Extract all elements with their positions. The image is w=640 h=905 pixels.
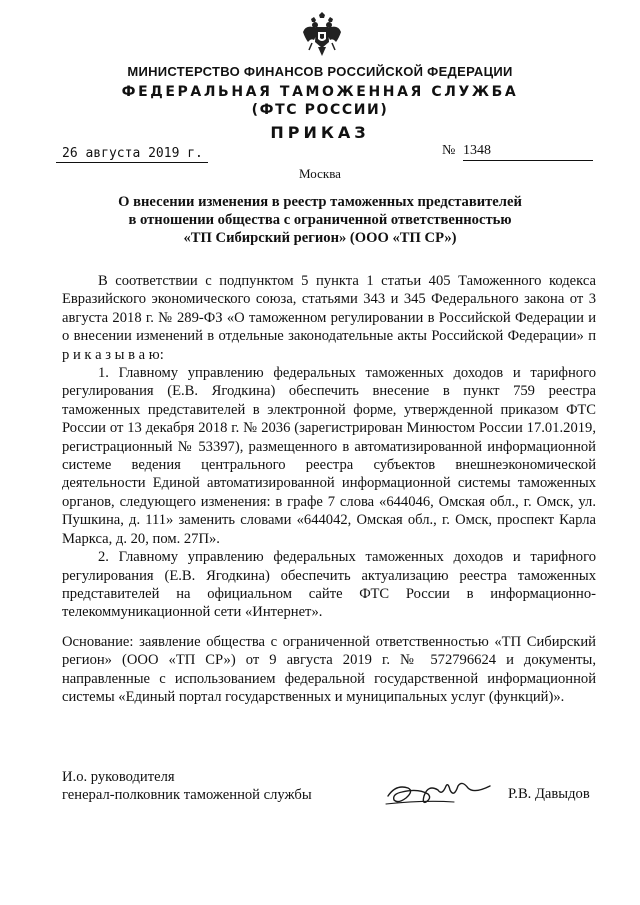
order-number: 1348 (463, 143, 593, 161)
order-date: 26 августа 2019 г. (56, 146, 208, 163)
subject-line-1: О внесении изменения в реестр таможенных представителей (118, 194, 522, 210)
signatory-position (62, 768, 312, 805)
signatory-position-line-1: И.о. руководителя (62, 769, 175, 785)
subject-line-2: в отношении общества с ограниченной ответственностью (128, 212, 512, 228)
order-number-sign: № (442, 143, 456, 158)
document-subject (60, 193, 580, 247)
signatory-name: Р.В. Давыдов (508, 786, 590, 802)
item-1-paragraph: 1. Главному управлению федеральных таможенных доходов и тарифного регулирования (Е.В. Ягодкина) обеспечить внесение в пункт 759 реестра таможенных представителей в электронной форме, утвержденной приказом ФТС России от 13 декабря 2018 г. № 2036 (зарегистрирован Минюстом России 17.01.2019, регистрационный № 53397), размещенного в автоматизированной информационной системе ведения центрального реестра субъектов внешнеэкономической деятельности Единой автоматизированной информационной системы таможенных органов, следующего изменения: в графе 7 слова «644046, Омская обл., г. Омск, ул. Пушкина, д. 111» заменить словами «644042, Омская обл., г. Омск, проспект Карла Маркса, д. 20, пом. 27П». (62, 365, 596, 547)
coat-of-arms-icon (302, 12, 342, 58)
item-2-paragraph: 2. Главному управлению федеральных таможенных доходов и тарифного регулирования (Е.В. Ягодкина) обеспечить актуализацию реестра таможенных представителей на официальном сайте ФТС России в информационно-телекоммуникационной сети «Интернет». (62, 549, 596, 621)
subject-line-3: «ТП Сибирский регион» (ООО «ТП СР») (183, 230, 457, 246)
signature-icon (384, 774, 494, 812)
document-body (62, 272, 596, 622)
basis-paragraph: Основание: заявление общества с ограниченной ответственностью «ТП Сибирский регион» (ООО «ТП СР») от 9 августа 2019 г. № 572796624 и документы, направленные с использованием федеральной государственной информационной системы «Единый портал государственных и муниципальных услуг (функций)». (62, 634, 596, 706)
service-name: ФЕДЕРАЛЬНАЯ ТАМОЖЕННАЯ СЛУЖБА (121, 84, 519, 100)
document-type: ПРИКАЗ (270, 123, 370, 142)
preamble-paragraph: В соответствии с подпунктом 5 пункта 1 статьи 405 Таможенного кодекса Евразийского экономического союза, статьями 343 и 345 Федерального закона от 3 августа 2018 г. № 289-ФЗ «О таможенном регулировании в Российской Федерации и о внесении изменений в отдельные законодательные акты Российской Федерации» п р и к а з ы в а ю: (62, 273, 596, 363)
ministry-name: МИНИСТЕРСТВО ФИНАНСОВ РОССИЙСКОЙ ФЕДЕРАЦИИ (127, 64, 513, 79)
service-abbreviation: (ФТС РОССИИ) (251, 102, 389, 118)
city: Москва (299, 166, 341, 181)
signatory-position-line-2: генерал-полковник таможенной службы (62, 787, 312, 804)
